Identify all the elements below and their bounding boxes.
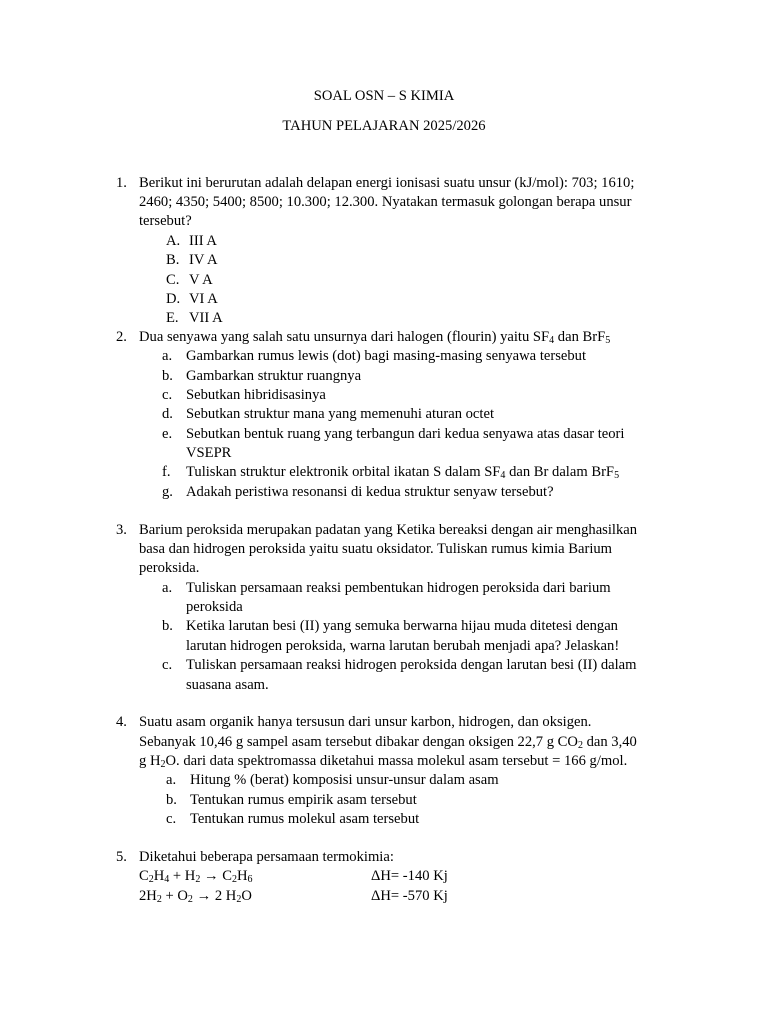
sub-item-text: Hitung % (berat) komposisi unsur-unsur dalam asam bbox=[190, 772, 499, 788]
sub-item-text: Gambarkan struktur ruangnya bbox=[186, 368, 362, 384]
sub-item-text: Sebutkan hibridisasinya bbox=[186, 387, 326, 403]
option-text: VII A bbox=[189, 310, 223, 326]
sub-item-letter: e. bbox=[162, 426, 173, 442]
question-text-line: Diketahui beberapa persamaan termokimia: bbox=[139, 849, 394, 865]
sub-item-text: Tuliskan struktur elektronik orbital ikatan S dalam $SF_4$ dan Br dalam BrF$_5$ bbox=[186, 464, 620, 481]
enthalpy-value: ΔH= -140 Kj bbox=[371, 868, 448, 884]
sub-item-text: Tuliskan persamaan reaksi pembentukan hidrogen peroksida dari barium bbox=[186, 580, 611, 596]
question-text-line: Berikut ini berurutan adalah delapan energi ionisasi suatu unsur (kJ/mol): 703; 1610; bbox=[139, 175, 635, 191]
thermo-equation: $2H_2 + O_2 \to 2$ $H_2O$ bbox=[139, 888, 252, 905]
document-subtitle: TAHUN PELAJARAN 2025/2026 bbox=[282, 118, 486, 134]
option-text: VI A bbox=[189, 291, 218, 307]
option-text: IV A bbox=[189, 252, 218, 268]
sub-item-text: VSEPR bbox=[186, 445, 232, 461]
question-text-line: tersebut? bbox=[139, 213, 192, 229]
sub-item-letter: a. bbox=[166, 772, 177, 788]
sub-item-text: larutan hidrogen peroksida, warna larutan berubah menjadi apa? Jelaskan! bbox=[186, 638, 620, 654]
question-number: 1. bbox=[116, 175, 127, 191]
sub-item-letter: b. bbox=[162, 618, 173, 634]
sub-item-letter: c. bbox=[162, 657, 173, 673]
sub-item-letter: c. bbox=[162, 387, 173, 403]
question-number: 4. bbox=[116, 714, 127, 730]
question-number: 3. bbox=[116, 522, 127, 538]
sub-item-text: suasana asam. bbox=[186, 677, 269, 693]
enthalpy-value: ΔH= -570 Kj bbox=[371, 888, 448, 904]
question-text-line: g $H_2O$. dari data spektromassa diketahui massa molekul asam tersebut = 166 g/mol. bbox=[139, 753, 628, 770]
sub-item-letter: g. bbox=[162, 484, 173, 500]
sub-item-text: peroksida bbox=[186, 599, 243, 615]
question-number: 5. bbox=[116, 849, 127, 865]
question-text-line: Sebanyak 10,46 g sampel asam tersebut dibakar dengan oksigen 22,7 g $CO_2$ dan 3,40 bbox=[139, 734, 637, 751]
document-title: SOAL OSN – S KIMIA bbox=[313, 88, 455, 104]
sub-item-text: Gambarkan rumus lewis (dot) bagi masing-masing senyawa tersebut bbox=[186, 348, 587, 364]
question-text-line: Dua senyawa yang salah satu unsurnya dari halogen (flourin) yaitu $SF_4$ dan BrF$_5$ bbox=[139, 329, 611, 346]
sub-item-text: Ketika larutan besi (II) yang semuka berwarna hijau muda ditetesi dengan bbox=[186, 618, 618, 634]
sub-item-text: Tentukan rumus molekul asam tersebut bbox=[190, 811, 420, 827]
question-text-line: Suatu asam organik hanya tersusun dari unsur karbon, hidrogen, dan oksigen. bbox=[139, 714, 592, 730]
sub-item-text: Tuliskan persamaan reaksi hidrogen peroksida dengan larutan besi (II) dalam bbox=[186, 657, 637, 673]
thermo-equation: $C_2H_4 + H_2 \to C_2H_6$ bbox=[139, 868, 253, 885]
question-number: 2. bbox=[116, 329, 127, 345]
question-text-line: Barium peroksida merupakan padatan yang Ketika bereaksi dengan air menghasilkan bbox=[139, 522, 638, 538]
sub-item-letter: b. bbox=[162, 368, 173, 384]
option-letter: A. bbox=[166, 233, 181, 249]
sub-item-text: Adakah peristiwa resonansi di kedua struktur senyaw tersebut? bbox=[186, 484, 554, 500]
option-text: V A bbox=[189, 272, 213, 288]
sub-item-text: Sebutkan bentuk ruang yang terbangun dari kedua senyawa atas dasar teori bbox=[186, 426, 625, 442]
option-letter: B. bbox=[166, 252, 180, 268]
option-letter: D. bbox=[166, 291, 181, 307]
sub-item-text: Tentukan rumus empirik asam tersebut bbox=[190, 792, 417, 808]
option-letter: C. bbox=[166, 272, 180, 288]
question-text-line: 2460; 4350; 5400; 8500; 10.300; 12.300. Nyatakan termasuk golongan berapa unsur bbox=[139, 194, 632, 210]
option-letter: E. bbox=[166, 310, 179, 326]
sub-item-letter: a. bbox=[162, 580, 173, 596]
option-text: III A bbox=[189, 233, 217, 249]
sub-item-letter: f. bbox=[162, 464, 171, 480]
sub-item-letter: d. bbox=[162, 406, 173, 422]
sub-item-text: Sebutkan struktur mana yang memenuhi aturan octet bbox=[186, 406, 495, 422]
question-text-line: peroksida. bbox=[139, 560, 200, 576]
sub-item-letter: a. bbox=[162, 348, 173, 364]
question-text-line: basa dan hidrogen peroksida yaitu suatu oksidator. Tuliskan rumus kimia Barium bbox=[139, 541, 613, 557]
sub-item-letter: b. bbox=[166, 792, 177, 808]
sub-item-letter: c. bbox=[166, 811, 177, 827]
